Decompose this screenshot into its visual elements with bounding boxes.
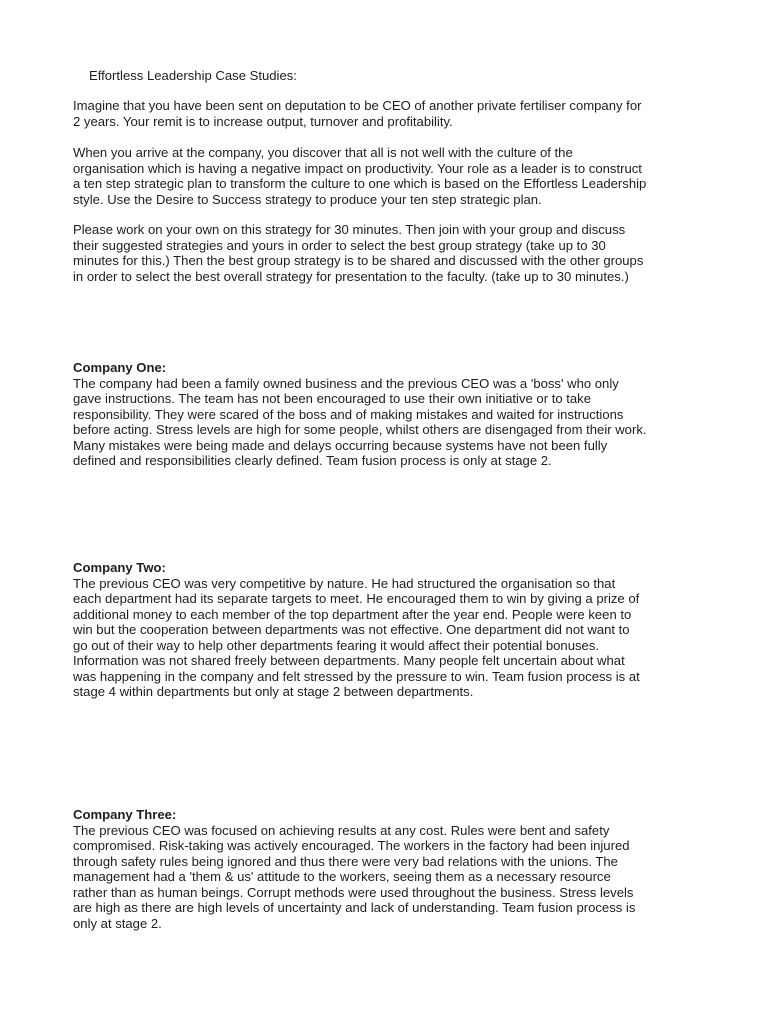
- case-study-company-one: [73, 360, 713, 469]
- case-study-company-two: [73, 560, 713, 700]
- text-line: The company had been a family owned business and the previous CEO was a 'boss' who only: [73, 375, 619, 391]
- text-line: The previous CEO was very competitive by nature. He had structured the organisation so that: [73, 575, 616, 591]
- text-line: Please work on your own on this strategy for 30 minutes. Then join with your group and discuss: [73, 222, 626, 237]
- text-line: was happening in the company and felt stressed by the pressure to win. Team fusion process is at: [73, 668, 640, 684]
- text-line: minutes for this.) Then the best group strategy is to be shared and discussed with the other groups: [73, 253, 644, 268]
- text-line: in order to select the best overall strategy for presentation to the faculty. (take up to 30 minutes.): [73, 268, 629, 284]
- text-line: Imagine that you have been sent on deputation to be CEO of another private fertiliser company for: [73, 98, 642, 113]
- text-line: rather than as human beings. Corrupt methods were used throughout the business. Stress levels: [73, 884, 634, 900]
- case-study-company-three: [73, 807, 713, 931]
- intro-paragraph-culture: [73, 145, 713, 207]
- text-line: go out of their way to help other departments fearing it would affect their potential bonuses.: [73, 637, 600, 653]
- text-line: only at stage 2.: [73, 915, 162, 931]
- text-line: before acting. Stress levels are high for some people, whilst others are disengaged from their work.: [73, 422, 647, 437]
- intro-paragraph-instructions: [73, 222, 713, 284]
- text-line: through safety rules being ignored and thus there were very bad relations with the unions. The: [73, 853, 618, 869]
- case-study-heading: Company Three:: [73, 807, 177, 822]
- text-line: Information was not shared freely between departments. Many people felt uncertain about what: [73, 653, 625, 668]
- case-study-heading: Company Two:: [73, 560, 166, 575]
- case-study-heading: Company One:: [73, 360, 167, 375]
- text-line: The previous CEO was focused on achieving results at any cost. Rules were bent and safety: [73, 822, 610, 838]
- text-line: 2 years. Your remit is to increase output, turnover and profitability.: [73, 113, 453, 129]
- text-line: compromised. Risk-taking was actively encouraged. The workers in the factory had been injured: [73, 838, 630, 853]
- document-title: Effortless Leadership Case Studies:: [89, 68, 297, 83]
- text-line: gave instructions. The team has not been encouraged to use their own initiative or to take: [73, 391, 592, 406]
- intro-paragraph-remit: [73, 98, 713, 129]
- text-line: When you arrive at the company, you discover that all is not well with the culture of the: [73, 145, 573, 160]
- text-line: management had a 'them & us' attitude to the workers, seeing them as a necessary resource: [73, 869, 611, 884]
- text-line: their suggested strategies and yours in order to select the best group strategy (take up to 30: [73, 237, 606, 253]
- text-line: are high as there are high levels of uncertainty and lack of understanding. Team fusion process is: [73, 900, 636, 915]
- text-line: Many mistakes were being made and delays occurring because systems have not been fully: [73, 437, 608, 453]
- text-line: stage 4 within departments but only at stage 2 between departments.: [73, 684, 474, 699]
- text-line: responsibility. They were scared of the boss and of making mistakes and waited for instructions: [73, 406, 624, 422]
- text-line: defined and responsibilities clearly defined. Team fusion process is only at stage 2.: [73, 453, 552, 468]
- text-line: organisation which is having a negative impact on productivity. Your role as a leader is to construct: [73, 160, 642, 176]
- text-line: each department had its separate targets to meet. He encouraged them to win by giving a prize of: [73, 591, 640, 606]
- text-line: a ten step strategic plan to transform the culture to one which is based on the Effortless Leadership: [73, 176, 647, 191]
- text-line: win but the cooperation between departments was not effective. One department did not want to: [73, 622, 630, 637]
- text-line: style. Use the Desire to Success strategy to produce your ten step strategic plan.: [73, 191, 542, 207]
- text-line: additional money to each member of the top department after the year end. People were keen to: [73, 606, 632, 622]
